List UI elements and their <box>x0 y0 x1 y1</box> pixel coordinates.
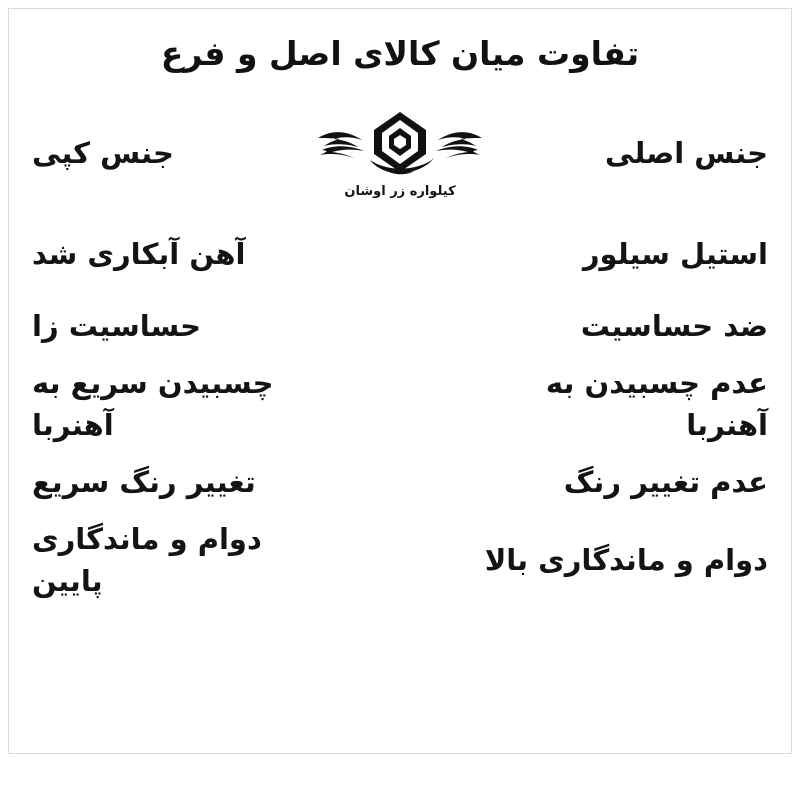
row-original-value: عدم تغییر رنگ <box>563 465 768 500</box>
row-original-value: دوام و ماندگاری بالا <box>484 543 768 578</box>
table-row <box>20 446 780 518</box>
column-header-original: جنس اصلی <box>605 136 768 170</box>
brand-caption: کیلواره زر اوشان <box>344 184 456 199</box>
row-original-value: استیل سیلور <box>582 236 768 271</box>
row-copy-value: تغییر رنگ سریع <box>32 465 256 500</box>
page-title: تفاوت میان کالای اصل و فرع <box>160 34 640 73</box>
row-original-value: عدم چسبیدن به آهنربا <box>545 366 768 443</box>
row-spacer <box>320 404 480 405</box>
row-spacer <box>320 254 480 255</box>
row-copy-value: چسبیدن سریع به آهنربا <box>32 366 274 443</box>
row-copy-value: حساسیت زا <box>32 308 202 343</box>
table-row <box>20 362 780 446</box>
ornamental-monogram-logo-icon <box>310 108 490 182</box>
row-original-value: ضد حساسیت <box>580 308 768 343</box>
row-spacer <box>320 560 480 561</box>
column-header-copy: جنس کپی <box>32 136 174 170</box>
row-copy-value: آهن آبکاری شد <box>32 236 246 271</box>
table-header-row <box>20 108 780 218</box>
row-spacer <box>320 326 480 327</box>
table-row <box>20 218 780 290</box>
brand-logo <box>320 108 480 199</box>
table-row <box>20 290 780 362</box>
row-copy-value: دوام و ماندگاری پایین <box>32 522 262 599</box>
table-row <box>20 518 780 602</box>
row-spacer <box>320 482 480 483</box>
comparison-table <box>20 108 780 602</box>
